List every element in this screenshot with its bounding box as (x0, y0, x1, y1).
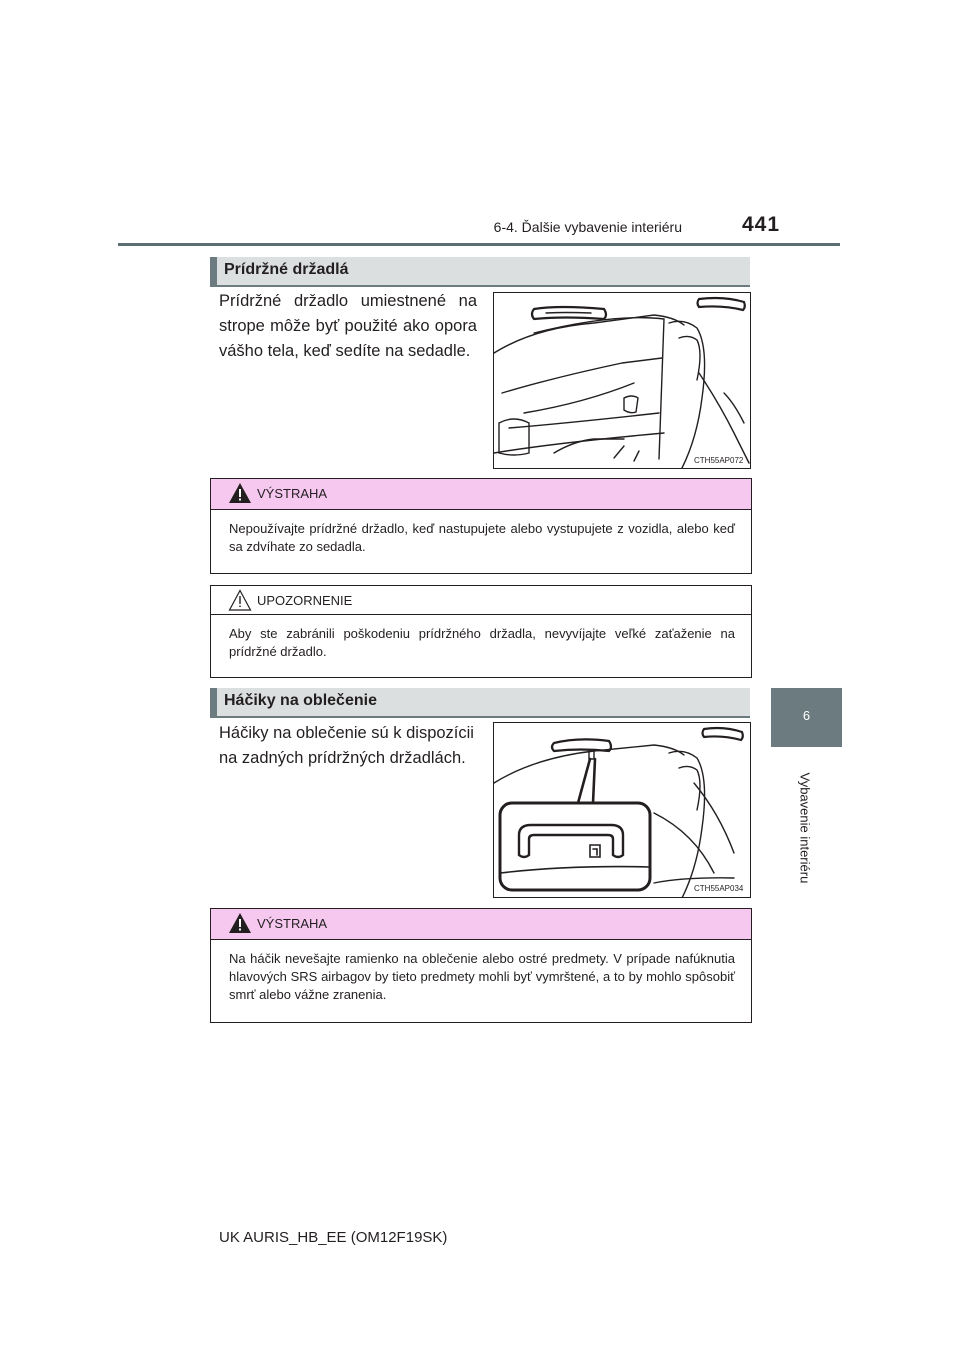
figure-code: CTH55AP034 (694, 884, 744, 893)
header-section-title: 6-4. Ďalšie vybavenie interiéru (493, 219, 682, 235)
warning-label: VÝSTRAHA (257, 916, 328, 931)
coat-hook-illustration (494, 723, 750, 897)
warning-box (210, 478, 752, 574)
warning-box (210, 908, 752, 1023)
caution-text: Aby ste zabránili poškodeniu prídržného držadla, nevyvíjajte veľké zaťaženie na prídržné držadlo. (229, 626, 735, 659)
caution-triangle-icon (228, 589, 252, 611)
section-body-text: Prídržné držadlo umiestnené na strope môže byť použité ako opora vášho tela, keď sedíte na sedadle. (219, 292, 477, 360)
chapter-number: 6 (802, 708, 811, 723)
figure-coat-hook (493, 722, 751, 898)
footer-document-code: UK AURIS_HB_EE (OM12F19SK) (219, 1229, 448, 1246)
page-number: 441 (742, 213, 781, 236)
section-heading-grab-handles (210, 257, 750, 285)
warning-label: VÝSTRAHA (257, 486, 328, 501)
section-title: Háčiky na oblečenie (224, 692, 377, 709)
header-divider (118, 243, 840, 246)
figure-grab-handle (493, 292, 751, 469)
caution-box (210, 585, 752, 678)
section-title: Prídržné držadlá (224, 261, 349, 278)
warning-text: Nepoužívajte prídržné držadlo, keď nastupujete alebo vystupujete z vozidla, alebo keď sa zdvíhate zo sedadla. (229, 521, 735, 554)
figure-code: CTH55AP072 (694, 456, 744, 465)
chapter-label: Vybavenie interiéru (797, 772, 813, 884)
section-heading-coat-hooks (210, 688, 750, 716)
caution-label: UPOZORNENIE (257, 593, 353, 608)
hook-zoom-callout (500, 803, 650, 890)
warning-text: Na háčik nevešajte ramienko na oblečenie alebo ostré predmety. V prípade nafúknutia hlavových SRS airbagov by tieto predmety mohli byť vymrštené, a to by mohlo spôsobiť smrť alebo vážne zranenia. (229, 951, 735, 1002)
warning-triangle-icon (228, 482, 252, 504)
grab-handle-illustration (494, 293, 750, 468)
section-body-text: Háčiky na oblečenie sú k dispozícii na zadných prídržných držadlách. (219, 724, 474, 767)
warning-triangle-icon (228, 912, 252, 934)
